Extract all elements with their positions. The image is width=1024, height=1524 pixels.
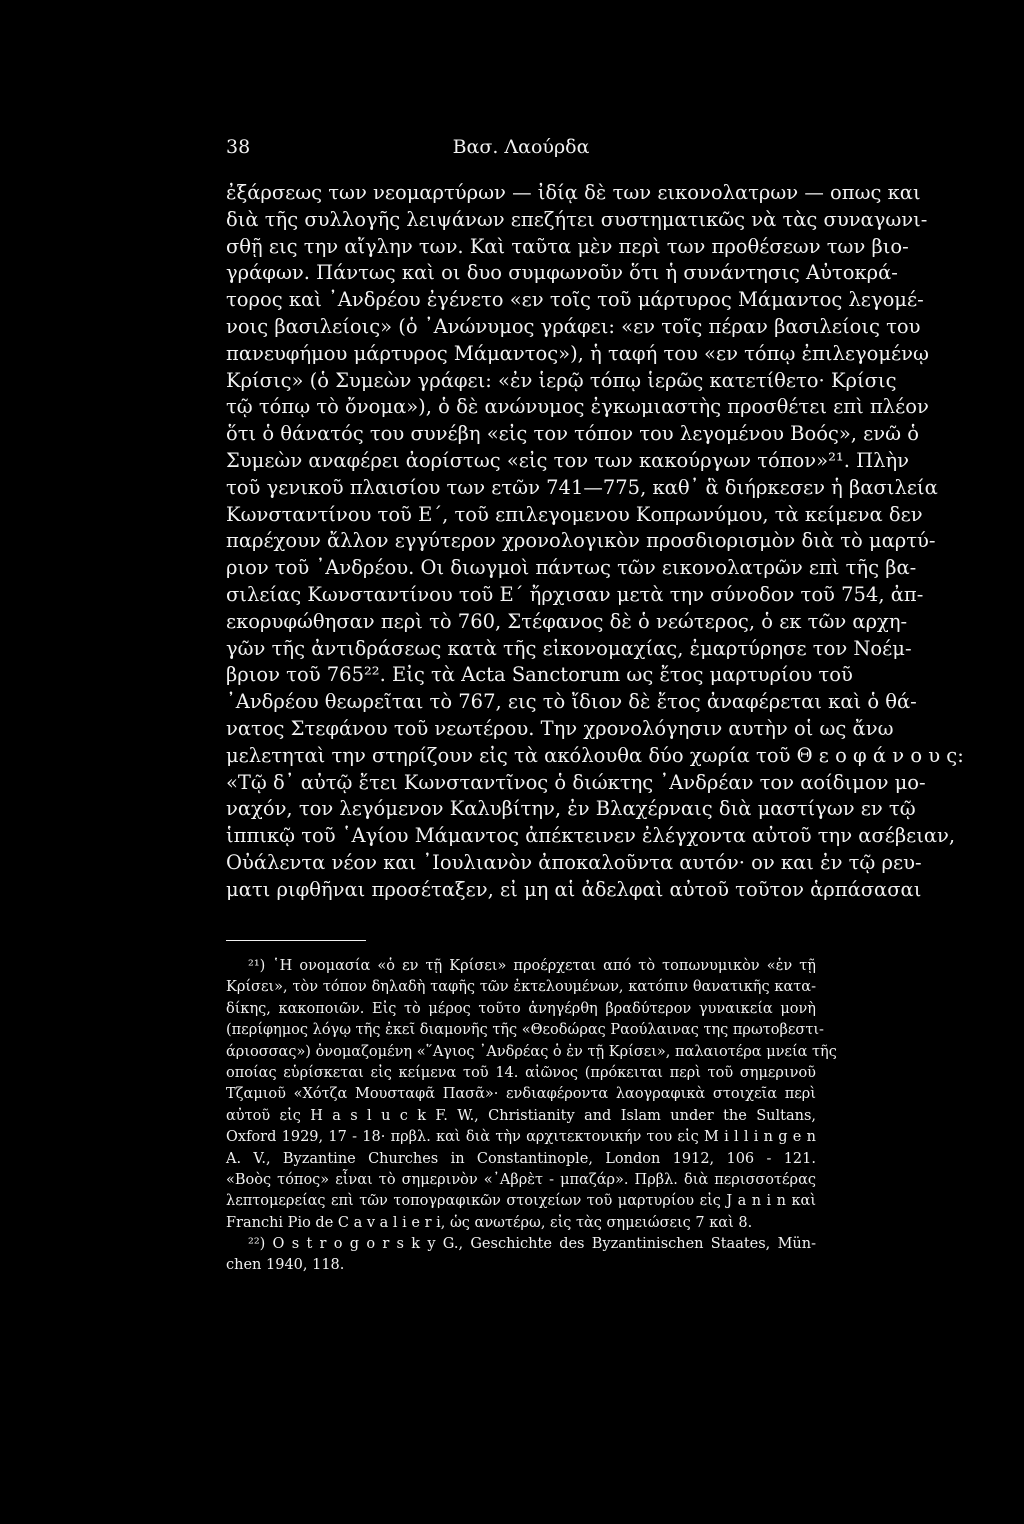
footnote-line: αὐτοῦ εἰς H a s l u c k F. W., Christianity and Islam under the Sultans,: [226, 1107, 816, 1124]
footnote-line: άριοσσας») ὀνομαζομένη «῞Αγιος ᾿Ανδρέας ὁ ἐν τῇ Κρίσει», παλαιοτέρα μνεία τῆς: [226, 1043, 837, 1060]
body-line: «Τῷ δ᾿ αὐτῷ ἔτει Κωνσταντῖνος ὁ διώκτης ᾿Ανδρέαν τον αοίδιμον μο-: [226, 770, 926, 794]
body-line: ἱππικῷ τοῦ ῾Αγίου Μάμαντος ἀπέκτεινεν ἐλέγχοντα αὐτοῦ την ασέβειαν,: [226, 824, 956, 848]
footnote-line: λεπτομερείας επὶ τῶν τοπογραφικῶν στοιχείων τοῦ μαρτυρίου εἰς J a n i n καὶ: [226, 1193, 816, 1210]
body-line: ματι ριφθῆναι προσέταξεν, εἰ μη αἱ ἀδελφαὶ αὐτοῦ τοῦτον ἁρπάσασαι: [226, 877, 922, 901]
body-line: παρέχουν ἄλλον εγγύτερον χρονολογικὸν προσδιορισμὸν διὰ τὸ μαρτύ-: [226, 529, 936, 553]
footnote-line: Κρίσει», τὸν τόπον δηλαδὴ ταφῆς τῶν ἐκτελουμένων, κατόπιν θανατικῆς κατα-: [226, 979, 816, 996]
footnote-line: ²¹) ῾Η ονομασία «ὁ εν τῇ Κρίσει» προέρχεται από τὸ τοπωνυμικὸν «ἐν τῇ: [248, 958, 816, 974]
footnotes: [226, 956, 837, 1277]
footnote-rule: [226, 940, 366, 941]
footnote-line: A. V., Byzantine Churches in Constantinople, London 1912, 106 - 121.: [226, 1150, 816, 1167]
body-line: ριον τοῦ ᾿Ανδρέου. Οι διωγμοὶ πάντως τῶν εικονολατρῶν επὶ τῆς βα-: [226, 556, 917, 580]
footnote-line: Franchi Pio de C a v a l i e r i, ὡς ανωτέρω, εἰς τὰς σημειώσεις 7 καὶ 8.: [226, 1214, 753, 1231]
body-line: ᾿Ανδρέου θεωρεῖται τὸ 767, εις τὸ ἴδιον δὲ ἔτος ἀναφέρεται καὶ ὁ θά-: [226, 690, 917, 714]
body-text: [226, 180, 964, 904]
body-line: γῶν τῆς ἀντιδράσεως κατὰ τῆς εἰκονομαχίας, ἐμαρτύρησε τον Νοέμ-: [226, 636, 912, 660]
body-line: νοις βασιλείοις» (ὁ ᾿Ανώνυμος γράφει: «εν τοῖς πέραν βασιλείοις του: [226, 314, 921, 338]
body-line: σθῇ εις την αἴγλην των. Καὶ ταῦτα μὲν περὶ των προθέσεων των βιο-: [226, 234, 909, 258]
body-line: ναχόν, τον λεγόμενον Καλυβίτην, ἐν Βλαχέρναις διὰ μαστίγων εν τῷ: [226, 797, 916, 821]
body-line: διὰ τῆς συλλογῆς λειψάνων επεζήτει συστηματικῶς νὰ τὰς συναγωνι-: [226, 207, 928, 231]
body-line: τοῦ γενικοῦ πλαισίου των ετῶν 741—775, καθ᾿ ἃ διήρκεσεν ἡ βασιλεία: [226, 475, 938, 499]
body-line: βριον τοῦ 765²². Εἰς τὰ Acta Sanctorum ως ἔτος μαρτυρίου τοῦ: [226, 663, 853, 687]
body-line: εκορυφώθησαν περὶ τὸ 760, Στέφανος δὲ ὁ νεώτερος, ὁ εκ τῶν αρχη-: [226, 609, 908, 633]
body-line: τῷ τόπῳ τὸ ὄνομα»), ὁ δὲ ανώνυμος ἐγκωμιαστὴς προσθέτει επὶ πλέον: [226, 395, 929, 419]
body-line: ἐξάρσεως των νεομαρτύρων — ἰδίᾳ δὲ των εικονολατρων — οπως και: [226, 181, 921, 204]
body-line: ὅτι ὁ θάνατός του συνέβη «εἰς τον τόπον του λεγομένου Βοός», ενῶ ὁ: [226, 422, 919, 446]
body-line: σιλείας Κωνσταντίνου τοῦ Ε΄ ἤρχισαν μετὰ την σύνοδον τοῦ 754, ἀπ-: [226, 582, 924, 606]
footnote-line: (περίφημος λόγῳ τῆς ἐκεῖ διαμονῆς τῆς «Θεοδώρας Ραούλαινας της πρωτοβεστι-: [226, 1022, 824, 1039]
body-line: μελετηταὶ την στηρίζουν εἰς τὰ ακόλουθα δύο χωρία τοῦ Θ ε ο φ ά ν ο υ ς:: [226, 743, 964, 767]
body-line: Οὐάλεντα νέον και ᾿Ιουλιανὸν ἀποκαλοῦντα αυτόν· ον και ἐν τῷ ρευ-: [226, 850, 922, 874]
body-line: γράφων. Πάντως καὶ οι δυο συμφωνοῦν ὅτι ἡ συνάντησις Αὐτοκρά-: [226, 261, 898, 285]
footnote-line: Τζαμιοῦ «Χότζα Μουσταφᾶ Πασᾶ»· ενδιαφέροντα λαογραφικὰ στοιχεῖα περὶ: [226, 1086, 816, 1103]
body-line: πανευφήμου μάρτυρος Μάμαντος»), ἡ ταφή του «εν τόπῳ ἐπιλεγομένῳ: [226, 341, 929, 365]
footnote-line: Oxford 1929, 17 - 18· πρβλ. καὶ διὰ τὴν αρχιτεκτονικήν του εἰς M i l l i n g e n: [226, 1129, 816, 1146]
body-line: τορος καὶ ᾿Ανδρέου ἐγένετο «εν τοῖς τοῦ μάρτυρος Μάμαντος λεγομέ-: [226, 288, 924, 312]
body-line: Συμεὼν αναφέρει ἀορίστως «εἰς τον των κακούργων τόπον»²¹. Πλὴν: [226, 448, 909, 472]
body-line: Κωνσταντίνου τοῦ Ε΄, τοῦ επιλεγομενου Κοπρωνύμου, τὰ κείμενα δεν: [226, 502, 923, 526]
footnote-line: chen 1940, 118.: [226, 1257, 345, 1274]
running-head: Βασ. Λαούρδα: [452, 136, 590, 158]
footnote-line: δίκης, κακοποιῶν. Εἰς τὸ μέρος τοῦτο ἀνηγέρθη βραδύτερον γυναικεία μονὴ: [226, 1000, 816, 1017]
page-number: 38: [226, 136, 251, 158]
footnote-line: «Βοὸς τόπος» εἶναι τὸ σημερινὸν «᾿Αβρὲτ - μπαζάρ». Πρβλ. διὰ περισσοτέρας: [226, 1171, 816, 1188]
body-line: νατος Στεφάνου τοῦ νεωτέρου. Την χρονολόγησιν αυτὴν οἱ ως ἄνω: [226, 716, 894, 740]
footnote-line: οποίας εὑρίσκεται εἰς κείμενα τοῦ 14. αἰῶνος (πρόκειται περὶ τοῦ σημερινοῦ: [226, 1064, 816, 1081]
body-line: Κρίσις» (ὁ Συμεὼν γράφει: «ἐν ἱερῷ τόπῳ ἱερῶς κατετίθετο· Κρίσις: [226, 368, 897, 392]
page-header: [226, 134, 816, 160]
footnote-line: ²²) O s t r o g o r s k y G., Geschichte des Byzantinischen Staates, Mün-: [248, 1236, 816, 1253]
